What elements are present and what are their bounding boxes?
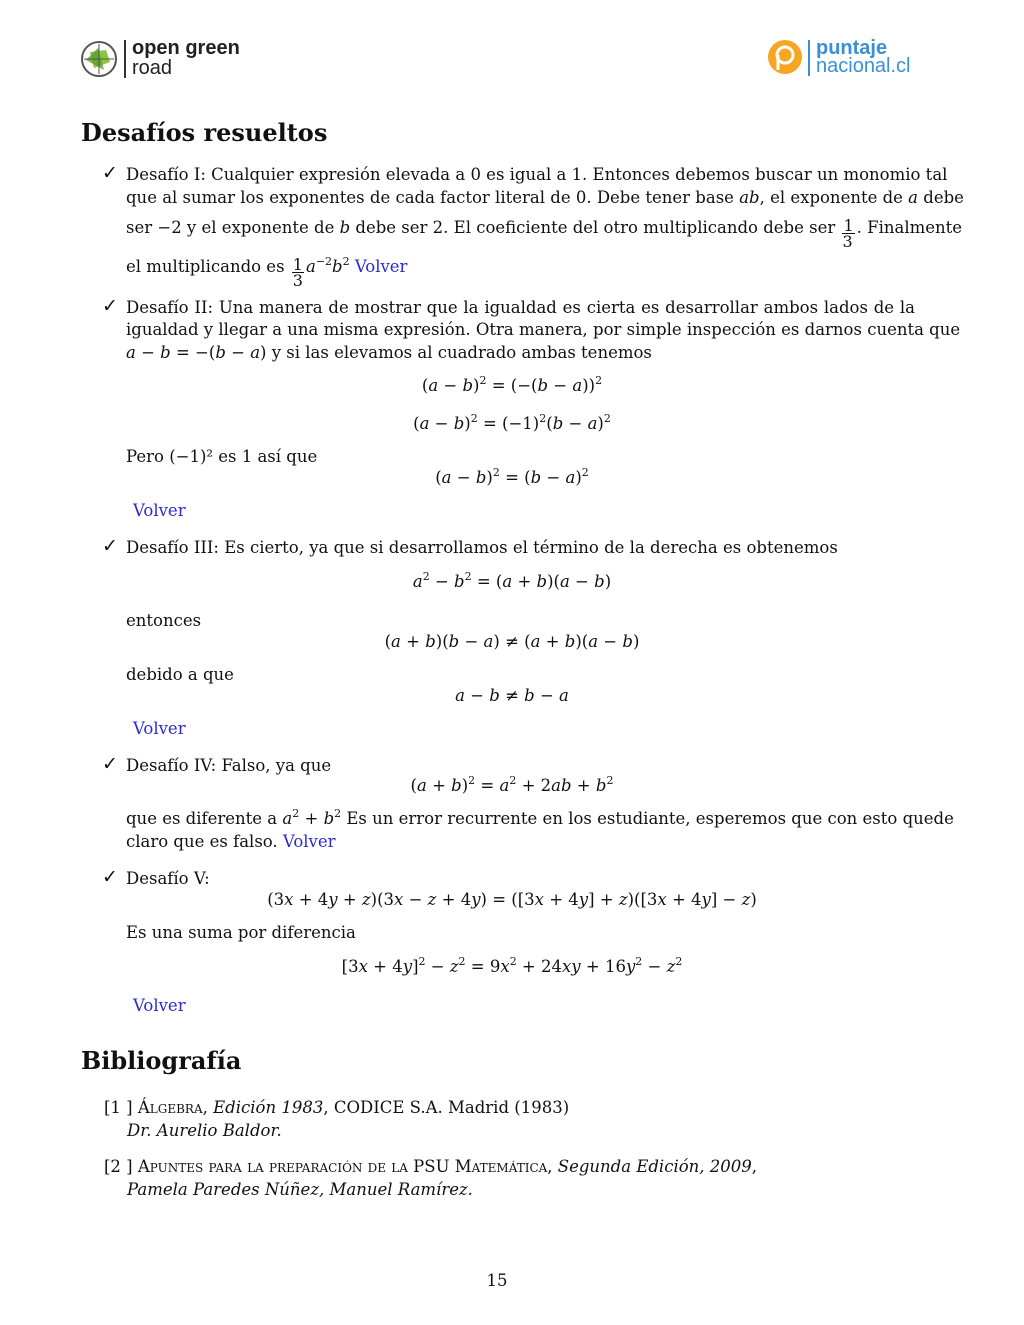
- puntaje-p-icon: [766, 38, 804, 76]
- d4-line2: que es diferente a $a^2 + b^2$ Es un error recurrente en los estudiante, esperemos que con esto quede: [126, 807, 954, 828]
- volver-link-1[interactable]: Volver: [354, 257, 408, 276]
- d3-eq2: (a + b)(b − a) ≠ (a + b)(a − b): [384, 632, 640, 651]
- logo-text-road: road: [132, 57, 173, 79]
- check-icon: ✓: [102, 753, 118, 775]
- bib-entry-1: [1 ] Álgebra, Edición 1983, CODICE S.A. Madrid (1983): [104, 1098, 570, 1117]
- d3-entonces: entonces: [126, 611, 202, 630]
- page-number: 15: [486, 1271, 508, 1290]
- d3-line1: Desafío III: Es cierto, ya que si desarrollamos el término de la derecha es obtenemos: [126, 538, 838, 557]
- bib-entry-2: [2 ] Apuntes para la preparación de la PSU Matemática, Segunda Edición, 2009,: [104, 1157, 758, 1176]
- d2-eq3: $(a - b)^2 = (b - a)^2$: [435, 466, 589, 487]
- logo-text-open-green: open green: [132, 37, 240, 59]
- d2-eq2: $(a - b)^2 = (-1)^2(b - a)^2$: [413, 412, 611, 433]
- d2-line1: Desafío II: Una manera de mostrar que la igualdad es cierta es desarrollar ambos lados de la: [126, 298, 915, 317]
- d2-eq1: $(a - b)^2 = (-(b - a))^2$: [421, 374, 603, 395]
- d2-pero: Pero (−1)² es 1 así que: [126, 447, 318, 466]
- check-icon: ✓: [102, 535, 118, 557]
- logo-text-nacional: nacional.cl: [816, 55, 911, 77]
- globe-leaf-icon: [80, 40, 118, 78]
- bibliography-title: Bibliografía: [81, 1046, 242, 1075]
- d4-line3: claro que es falso. Volver: [126, 832, 336, 851]
- check-icon: ✓: [102, 295, 118, 317]
- bib-entry-2-author: Pamela Paredes Núñez, Manuel Ramírez.: [127, 1180, 473, 1199]
- volver-link-4[interactable]: Volver: [282, 832, 336, 851]
- volver-link-2[interactable]: Volver: [133, 501, 186, 520]
- section-title: Desafíos resueltos: [81, 118, 328, 147]
- check-icon: ✓: [102, 162, 118, 184]
- d4-line1: Desafío IV: Falso, ya que: [126, 756, 332, 775]
- d2-line3: a − b = −(b − a) y si las elevamos al cuadrado ambas tenemos: [126, 343, 652, 362]
- puntaje-nacional-logo: [766, 38, 804, 80]
- d5-line1: Desafío V:: [126, 869, 210, 888]
- d1-line3: ser −2 y el exponente de b debe ser 2. El coeficiente del otro multiplicando debe ser $\frac{1}{3}$ . Finalmente: [126, 216, 963, 251]
- d3-eq1: $a^2 - b^2 = (a + b)(a - b)$: [412, 570, 612, 591]
- d3-eq3: a − b ≠ b − a: [455, 686, 569, 705]
- d4-eq1: $(a + b)^2 = a^2 + 2ab + b^2$: [410, 774, 614, 795]
- logo-divider: [124, 40, 126, 78]
- volver-link-5[interactable]: Volver: [133, 996, 186, 1015]
- check-icon: ✓: [102, 866, 118, 888]
- d2-line2: igualdad y llegar a una misma expresión. Otra manera, por simple inspección es darnos cuenta que: [126, 320, 961, 339]
- bib-entry-1-author: Dr. Aurelio Baldor.: [127, 1121, 282, 1140]
- d5-line2: Es una suma por diferencia: [126, 923, 356, 942]
- d5-eq2: $[3x + 4y]^2 - z^2 = 9x^2 + 24xy + 16y^2 - z^2$: [341, 955, 683, 976]
- d1-line1: Desafío I: Cualquier expresión elevada a 0 es igual a 1. Entonces debemos buscar un monomio tal: [126, 165, 948, 184]
- logo-text-puntaje: puntaje: [816, 37, 888, 59]
- d1-line2: que al sumar los exponentes de cada factor literal de 0. Debe tener base ab, el exponente de a debe: [126, 188, 964, 207]
- d3-debido: debido a que: [126, 665, 234, 684]
- logo-divider-right: [808, 40, 810, 76]
- d1-line4: el multiplicando es $\frac{1}{3}$ $a^{-2}b^2$ Volver: [126, 255, 408, 290]
- d5-eq1: (3x + 4y + z)(3x − z + 4y) = ([3x + 4y] + z)([3x + 4y] − z): [267, 890, 757, 909]
- open-green-road-logo: [80, 40, 118, 82]
- volver-link-3[interactable]: Volver: [133, 719, 186, 738]
